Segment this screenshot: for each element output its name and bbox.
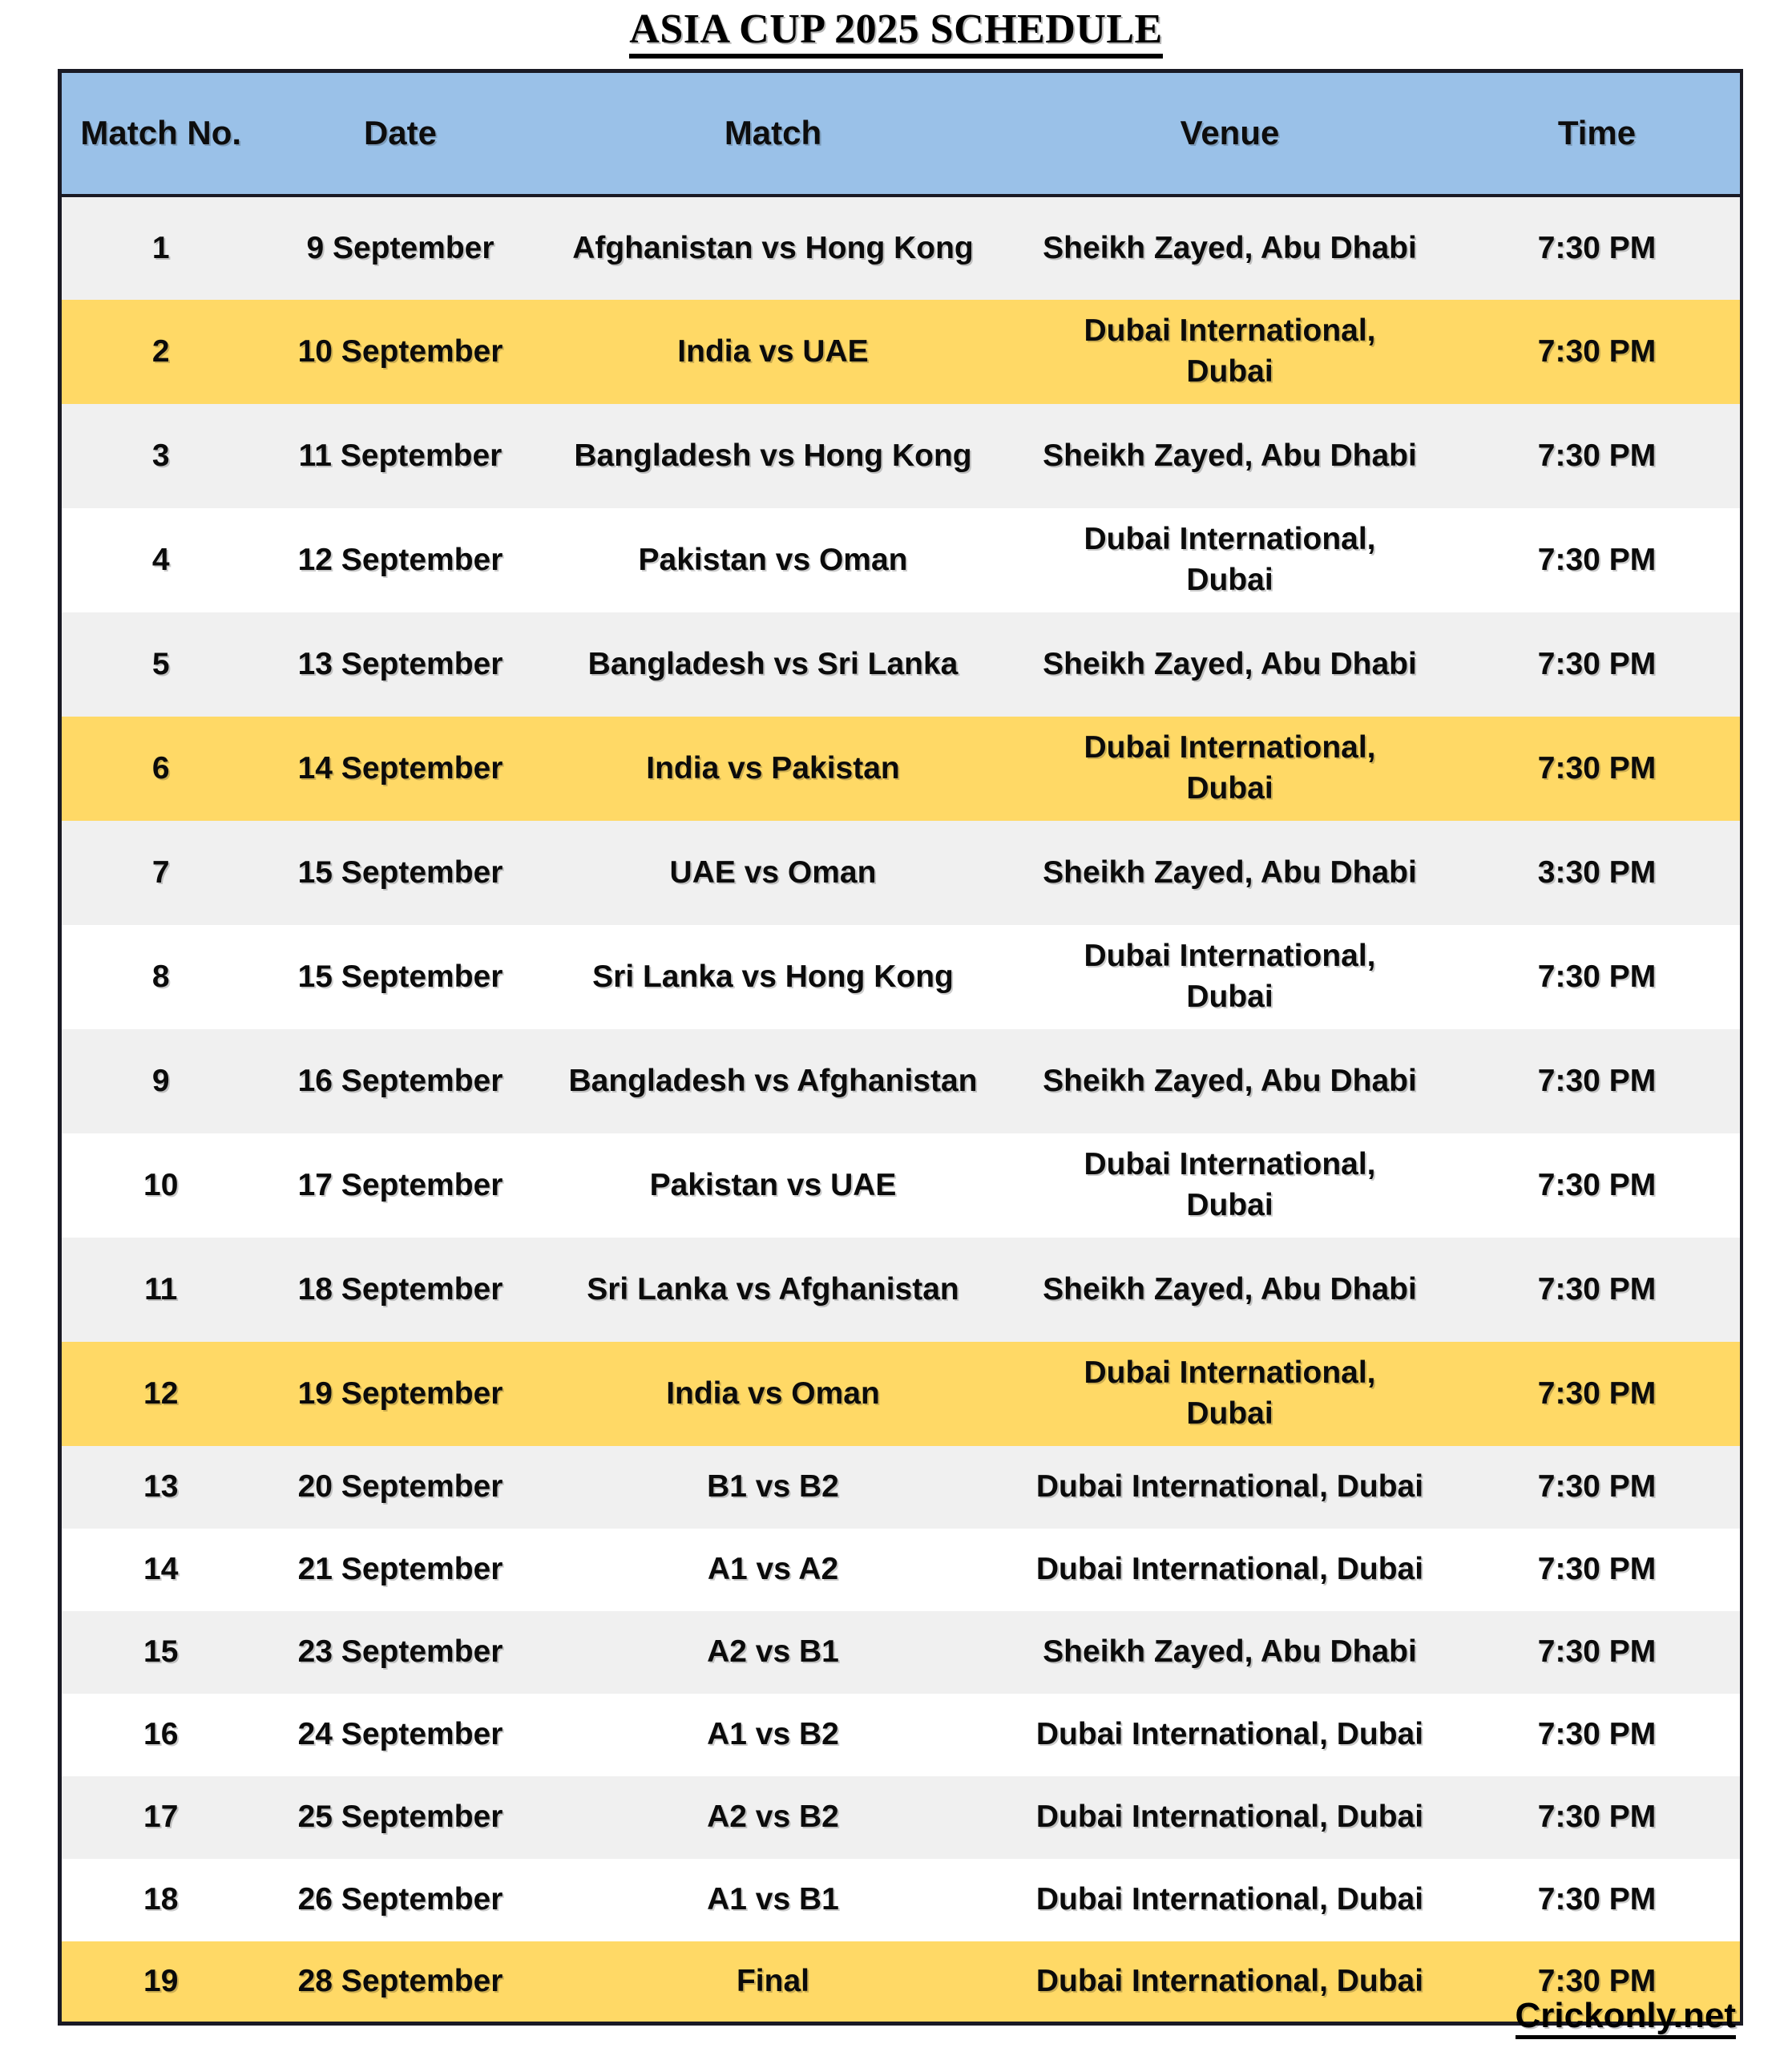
cell-date: 12 September <box>297 542 503 577</box>
cell-time: 7:30 PM <box>1537 1375 1657 1411</box>
cell-match-no: 15 <box>143 1634 179 1670</box>
cell-time: 7:30 PM <box>1537 1063 1657 1098</box>
cell-venue: Dubai International, Dubai <box>1084 1355 1376 1431</box>
cell-match: A1 vs B1 <box>707 1882 839 1917</box>
cell-match: Bangladesh vs Sri Lanka <box>587 646 959 681</box>
table-row <box>60 196 1742 300</box>
cell-match: A2 vs B2 <box>707 1800 839 1835</box>
cell-venue: Sheikh Zayed, Abu Dhabi <box>1043 230 1417 265</box>
table-header <box>60 71 1742 196</box>
cell-match: Bangladesh vs Afghanistan <box>568 1063 978 1098</box>
cell-time: 7:30 PM <box>1537 1963 1657 1998</box>
cell-venue: Sheikh Zayed, Abu Dhabi <box>1043 1634 1417 1670</box>
cell-time: 7:30 PM <box>1537 438 1657 473</box>
table-row <box>60 508 1742 612</box>
cell-time: 7:30 PM <box>1537 230 1657 265</box>
cell-date: 9 September <box>306 230 494 265</box>
column-header-date: Date <box>260 71 541 196</box>
cell-match: India vs Oman <box>666 1375 880 1411</box>
table-row <box>60 404 1742 508</box>
cell-time: 7:30 PM <box>1537 1882 1657 1917</box>
cell-date: 17 September <box>297 1167 503 1202</box>
cell-match-no: 4 <box>151 542 170 577</box>
table-row <box>60 1446 1742 1529</box>
column-header-time: Time <box>1455 71 1742 196</box>
cell-venue: Sheikh Zayed, Abu Dhabi <box>1043 1063 1417 1098</box>
cell-match: Pakistan vs Oman <box>638 542 908 577</box>
column-header-match-no: Match No. <box>60 71 260 196</box>
cell-time: 7:30 PM <box>1537 1469 1657 1505</box>
cell-venue: Dubai International, Dubai <box>1084 938 1376 1014</box>
cell-venue: Dubai International, Dubai <box>1035 1552 1424 1587</box>
cell-match: Sri Lanka vs Hong Kong <box>592 959 954 994</box>
cell-date: 25 September <box>297 1800 503 1835</box>
cell-date: 20 September <box>297 1469 503 1505</box>
cell-venue: Dubai International, Dubai <box>1035 1882 1424 1917</box>
cell-time: 7:30 PM <box>1537 1167 1657 1202</box>
cell-match: Bangladesh vs Hong Kong <box>574 438 972 473</box>
cell-match: Afghanistan vs Hong Kong <box>572 230 974 265</box>
cell-time: 7:30 PM <box>1537 1800 1657 1835</box>
cell-date: 15 September <box>297 959 503 994</box>
cell-match-no: 19 <box>143 1963 179 1998</box>
page-title: ASIA CUP 2025 SCHEDULE <box>629 8 1162 59</box>
cell-time: 7:30 PM <box>1537 1552 1657 1587</box>
asia-cup-schedule-table <box>58 69 1743 2026</box>
cell-date: 18 September <box>297 1271 503 1307</box>
table-row <box>60 300 1742 404</box>
table-row <box>60 1776 1742 1859</box>
cell-match: A1 vs B2 <box>707 1717 839 1752</box>
cell-date: 19 September <box>297 1375 503 1411</box>
cell-date: 11 September <box>298 438 502 473</box>
cell-date: 21 September <box>297 1552 503 1587</box>
cell-match-no: 18 <box>143 1882 179 1917</box>
table-row <box>60 1238 1742 1342</box>
cell-match-no: 9 <box>151 1063 170 1098</box>
cell-time: 7:30 PM <box>1537 959 1657 994</box>
cell-match-no: 12 <box>143 1375 179 1411</box>
cell-match-no: 16 <box>143 1717 179 1752</box>
table-row <box>60 1529 1742 1611</box>
cell-time: 7:30 PM <box>1537 1717 1657 1752</box>
cell-date: 14 September <box>297 750 503 786</box>
cell-match-no: 11 <box>144 1271 178 1307</box>
cell-time: 7:30 PM <box>1537 1271 1657 1307</box>
cell-match: A1 vs A2 <box>707 1552 839 1587</box>
cell-match-no: 17 <box>143 1800 179 1835</box>
cell-match-no: 7 <box>151 854 170 890</box>
cell-venue: Sheikh Zayed, Abu Dhabi <box>1043 646 1417 681</box>
cell-venue: Dubai International, Dubai <box>1084 313 1376 389</box>
cell-date: 28 September <box>297 1963 503 1998</box>
cell-match: Final <box>736 1963 809 1998</box>
cell-date: 26 September <box>297 1882 503 1917</box>
cell-venue: Dubai International, Dubai <box>1035 1800 1424 1835</box>
cell-match-no: 5 <box>151 646 170 681</box>
cell-date: 16 September <box>297 1063 503 1098</box>
cell-venue: Dubai International, Dubai <box>1084 729 1376 806</box>
cell-time: 7:30 PM <box>1537 333 1657 369</box>
column-header-venue: Venue <box>1006 71 1455 196</box>
cell-venue: Dubai International, Dubai <box>1084 1146 1376 1222</box>
cell-date: 13 September <box>297 646 503 681</box>
cell-date: 24 September <box>297 1717 503 1752</box>
table-row <box>60 717 1742 821</box>
cell-venue: Dubai International, Dubai <box>1035 1469 1424 1505</box>
cell-match-no: 14 <box>143 1552 179 1587</box>
title-container <box>0 0 1792 59</box>
table-row <box>60 1611 1742 1694</box>
cell-match-no: 10 <box>143 1167 179 1202</box>
site-credit: Crickonly.net <box>1516 1997 1736 2039</box>
cell-date: 15 September <box>297 854 503 890</box>
table-row <box>60 1029 1742 1133</box>
cell-match: India vs UAE <box>677 333 869 369</box>
cell-match: Sri Lanka vs Afghanistan <box>587 1271 959 1307</box>
cell-venue: Dubai International, Dubai <box>1035 1717 1424 1752</box>
cell-time: 7:30 PM <box>1537 542 1657 577</box>
cell-match: A2 vs B1 <box>707 1634 839 1670</box>
cell-match-no: 1 <box>151 230 170 265</box>
cell-venue: Dubai International, Dubai <box>1084 521 1376 597</box>
cell-venue: Sheikh Zayed, Abu Dhabi <box>1043 854 1417 890</box>
cell-match-no: 13 <box>143 1469 179 1505</box>
table-row <box>60 612 1742 717</box>
table-body <box>60 196 1742 2024</box>
column-header-match: Match <box>541 71 1006 196</box>
cell-match: UAE vs Oman <box>669 854 877 890</box>
cell-date: 23 September <box>297 1634 503 1670</box>
table-row <box>60 821 1742 925</box>
cell-time: 7:30 PM <box>1537 750 1657 786</box>
cell-match: B1 vs B2 <box>707 1469 839 1505</box>
cell-time: 7:30 PM <box>1537 646 1657 681</box>
cell-match-no: 8 <box>151 959 170 994</box>
table-row <box>60 1133 1742 1238</box>
cell-match: Pakistan vs UAE <box>649 1167 897 1202</box>
cell-time: 3:30 PM <box>1537 854 1657 890</box>
cell-venue: Sheikh Zayed, Abu Dhabi <box>1043 438 1417 473</box>
cell-match: India vs Pakistan <box>646 750 900 786</box>
table-row <box>60 1694 1742 1776</box>
cell-time: 7:30 PM <box>1537 1634 1657 1670</box>
footer <box>58 1997 1739 2039</box>
table-header-row <box>60 71 1742 196</box>
table-row <box>60 1859 1742 1941</box>
table-row <box>60 925 1742 1029</box>
cell-venue: Sheikh Zayed, Abu Dhabi <box>1043 1271 1417 1307</box>
cell-match-no: 6 <box>151 750 170 786</box>
cell-venue: Dubai International, Dubai <box>1035 1963 1424 1998</box>
cell-match-no: 3 <box>151 438 170 473</box>
table-row <box>60 1342 1742 1446</box>
cell-date: 10 September <box>297 333 503 369</box>
cell-match-no: 2 <box>151 333 170 369</box>
